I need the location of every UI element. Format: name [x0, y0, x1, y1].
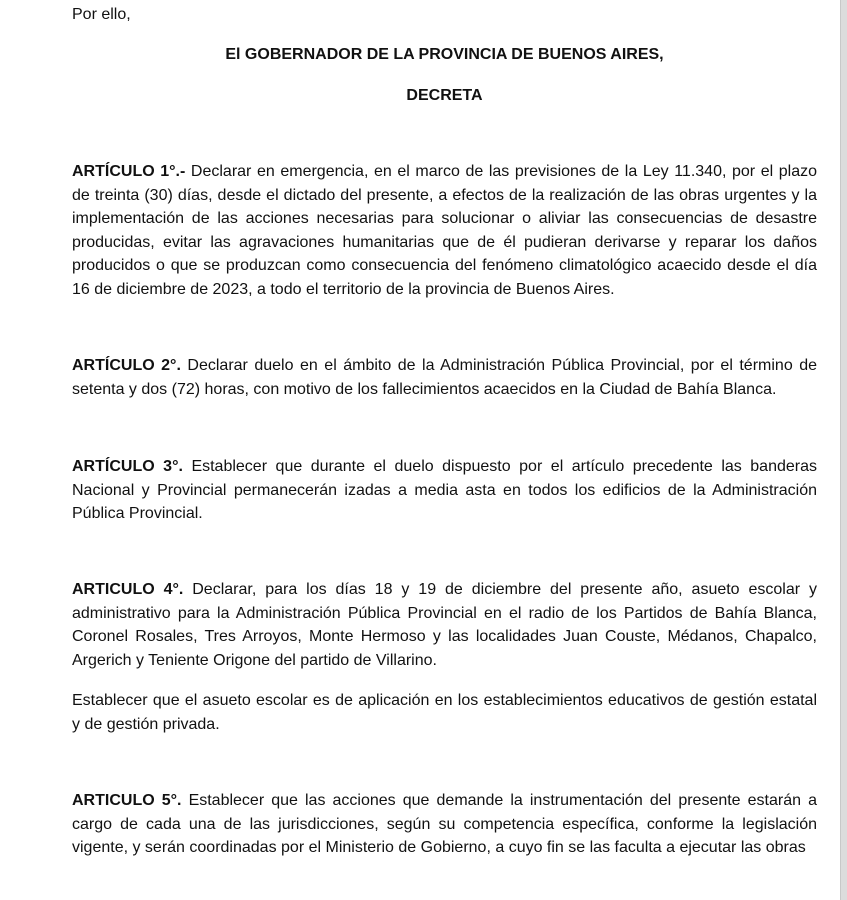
article-2-text: Declarar duelo en el ámbito de la Administración Pública Provincial, por el término de setenta y dos (72) horas, con motivo de los fallecimientos acaecidos en la Ciudad de Bahía Blanca.	[72, 357, 818, 398]
article-5-label: ARTICULO 5°.	[72, 792, 182, 809]
article-1-text: Declarar en emergencia, en el marco de las previsiones de la Ley 11.340, por el plazo de treinta (30) días, desde el dictado del presente, a efectos de la realización de las obras urgentes y la implementación de las acciones necesarias para solucionar o aliviar las consecuencias de desastre producidas, evitar las agravaciones humanitarias que de él pudieran derivarse y reparar los daños producidos o que se produzcan como consecuencia del fenómeno climatológico acaecido desde el día 16 de diciembre de 2023, a todo el territorio de la provincia de Buenos Aires.	[72, 163, 818, 298]
article-3-text: Establecer que durante el duelo dispuesto por el artículo precedente las banderas Nacional y Provincial permanecerán izadas a media asta en todos los edificios de la Administración Pública Provincial.	[72, 458, 818, 523]
governor-heading: El GOBERNADOR DE LA PROVINCIA DE BUENOS AIRES,	[225, 46, 664, 63]
article-3-label: ARTÍCULO 3°.	[72, 458, 183, 475]
article-4-extra: Establecer que el asueto escolar es de aplicación en los establecimientos educativos de gestión estatal y de gestión privada.	[72, 692, 817, 733]
article-5	[72, 789, 817, 860]
intro-text: Por ello,	[72, 6, 131, 23]
article-3	[72, 455, 817, 526]
decreta-heading: DECRETA	[406, 87, 483, 104]
article-4	[72, 578, 817, 672]
article-2-label: ARTÍCULO 2°.	[72, 357, 181, 374]
article-1-label: ARTÍCULO 1°.-	[72, 163, 186, 180]
article-4-label: ARTICULO 4°.	[72, 581, 184, 598]
article-1	[72, 160, 817, 302]
article-5-text: Establecer que las acciones que demande la instrumentación del presente estarán a cargo de cada una de las jurisdicciones, según su competencia específica, conforme la legislación vigente, y serán coordinadas por el Ministerio de Gobierno, a cuyo fin se las faculta a ejecutar las obras	[72, 792, 818, 857]
article-4-text: Declarar, para los días 18 y 19 de diciembre del presente año, asueto escolar y administrativo para la Administración Pública Provincial en el radio de los Partidos de Bahía Blanca, Coronel Rosales, Tres Arroyos, Monte Hermoso y las localidades Juan Couste, Médanos, Chapalco, Argerich y Teniente Origone del partido de Villarino.	[72, 581, 817, 669]
article-2	[72, 354, 817, 401]
page-edge-divider	[840, 0, 847, 900]
